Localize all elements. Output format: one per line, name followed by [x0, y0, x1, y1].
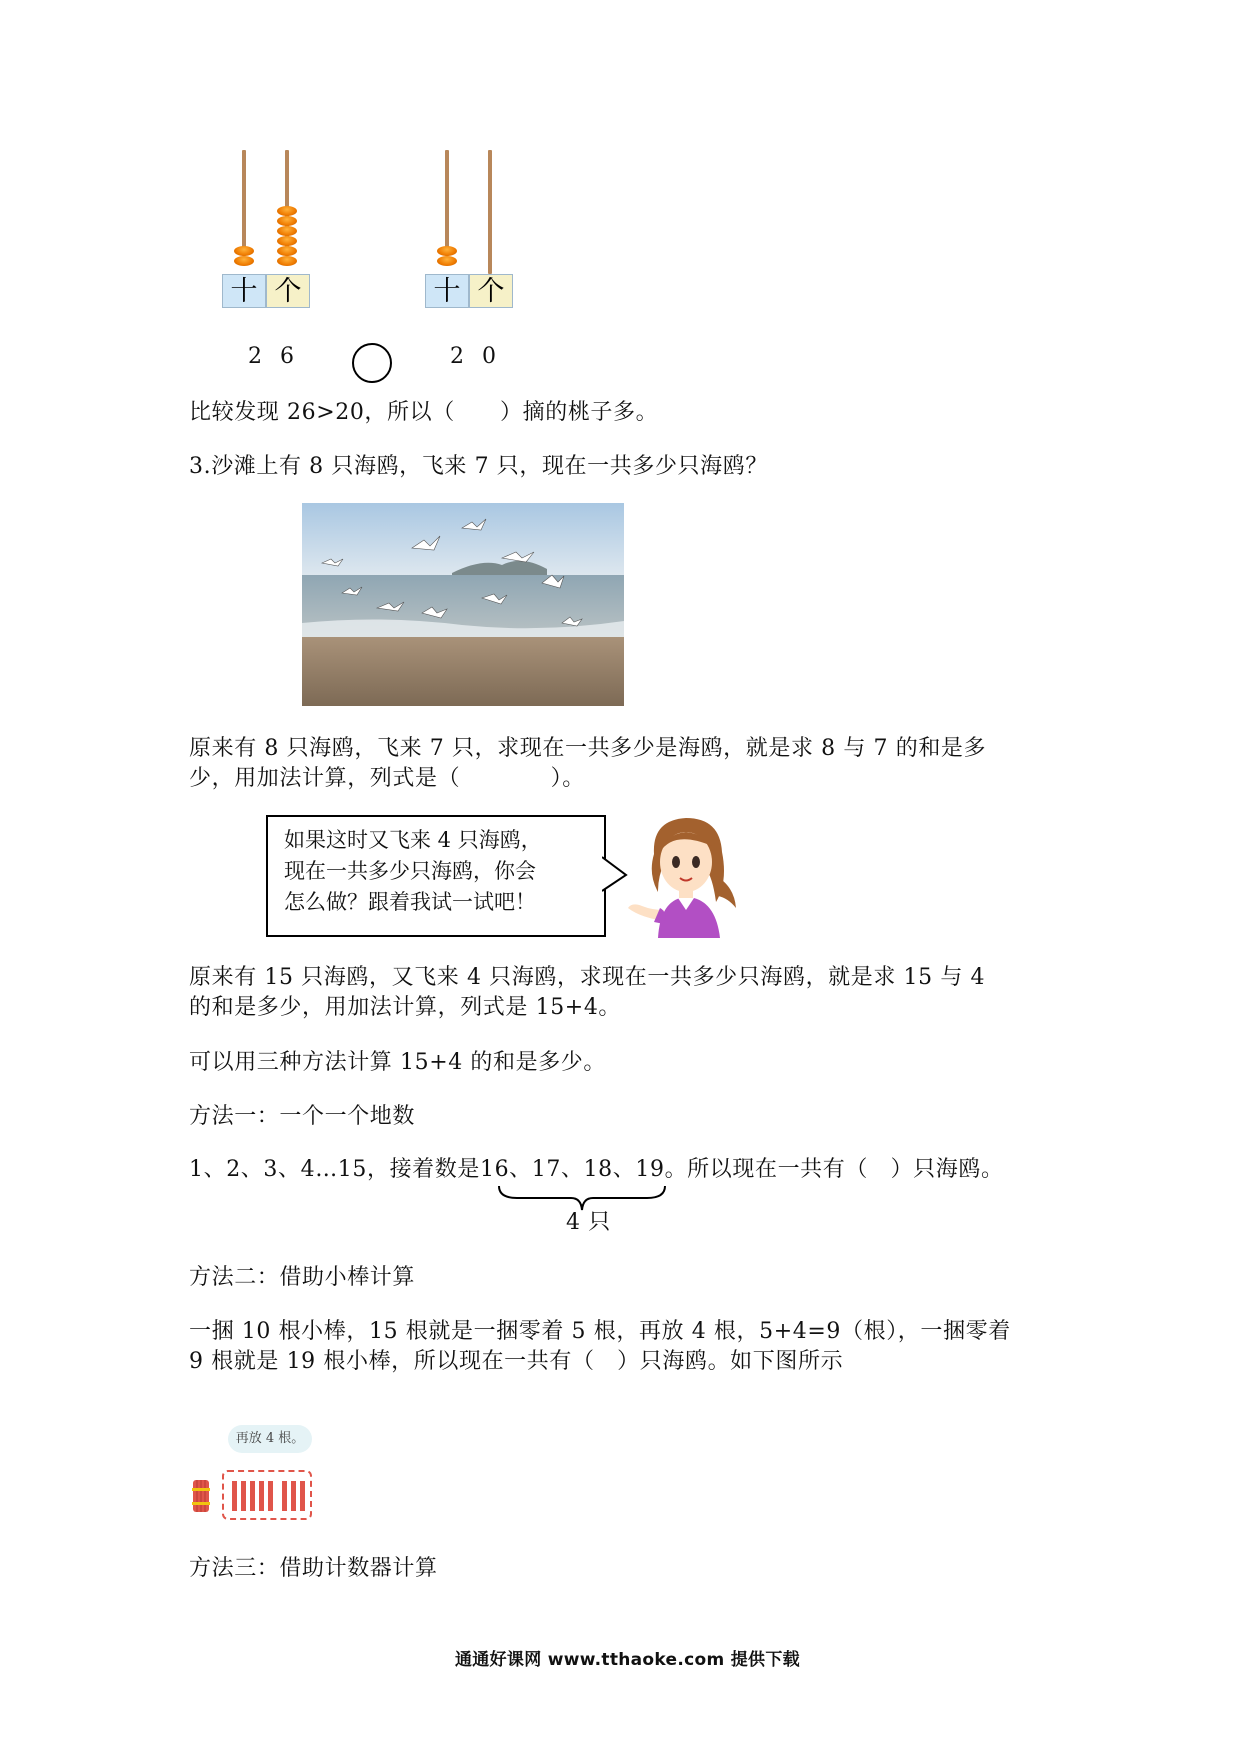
ones-bead	[277, 226, 297, 236]
ones-bead	[277, 216, 297, 226]
speech-line: 现在一共多少只海鸥，你会	[284, 859, 536, 883]
method-1-sentence	[189, 1154, 1004, 1185]
ones-bead	[277, 206, 297, 216]
stick-bundle-icon	[192, 1478, 210, 1514]
method-1-answer: 。所以现在一共有（ ）只海鸥。	[664, 1157, 1004, 1182]
stick	[259, 1481, 264, 1511]
compare-sentence: 比较发现 26>20，所以（ ）摘的桃子多。	[189, 400, 659, 425]
method-2-line-1: 一捆 10 根小棒，15 根就是一捆零着 5 根，再放 4 根，5+4=9（根），一捆零着	[189, 1319, 1011, 1344]
stick	[300, 1481, 305, 1511]
method-2-line-2: 9 根就是 19 根小棒，所以现在一共有（ ）只海鸥。如下图所示	[189, 1349, 844, 1374]
right-number: 20	[450, 344, 514, 369]
stick	[268, 1481, 273, 1511]
counting-sequence: 1、2、3、4…15，接着数是	[189, 1157, 480, 1182]
tens-bead	[234, 246, 254, 256]
compare-circle[interactable]	[352, 343, 392, 383]
method-2-title: 方法二：借助小棒计算	[189, 1265, 416, 1290]
method-3-title: 方法三：借助计数器计算	[189, 1556, 438, 1581]
paragraph-1-line-2: 少，用加法计算，列式是（ ）。	[189, 766, 585, 791]
stick	[291, 1481, 296, 1511]
stick	[282, 1481, 287, 1511]
brace-label: 4 只	[566, 1210, 611, 1235]
loose-sticks-box	[222, 1470, 312, 1520]
tens-rod	[242, 150, 246, 256]
paragraph-1-line-1: 原来有 8 只海鸥，飞来 7 只，求现在一共多少是海鸥，就是求 8 与 7 的和是多	[189, 736, 987, 761]
sticks-badge: 再放 4 根。	[228, 1425, 312, 1453]
abacus-left	[222, 150, 322, 307]
counted-numbers: 16、17、18、19	[479, 1157, 665, 1182]
ones-bead	[277, 246, 297, 256]
seagulls-photo	[302, 503, 624, 706]
left-number: 26	[248, 344, 312, 369]
three-methods-sentence: 可以用三种方法计算 15+4 的和是多少。	[189, 1050, 607, 1075]
tens-place-label: 十	[425, 274, 469, 308]
ones-bead	[277, 256, 297, 266]
ones-rod	[488, 150, 492, 274]
footer-source: 通通好课网 www.tthaoke.com 提供下载	[455, 1650, 800, 1670]
speech-line: 如果这时又飞来 4 只海鸥，	[284, 828, 542, 852]
speech-bubble	[266, 815, 606, 937]
question-3: 3.沙滩上有 8 只海鸥，飞来 7 只，现在一共多少只海鸥？	[189, 454, 768, 479]
ones-bead	[277, 236, 297, 246]
abacus-right	[425, 150, 525, 307]
tens-bead	[234, 256, 254, 266]
tens-bead	[437, 246, 457, 256]
girl-illustration	[624, 812, 754, 938]
ones-place-label: 个	[266, 274, 310, 308]
paragraph-2-line-2: 的和是多少，用加法计算，列式是 15+4。	[189, 995, 622, 1020]
stick	[232, 1481, 237, 1511]
tens-rod	[445, 150, 449, 256]
tens-place-label: 十	[222, 274, 266, 308]
stick	[241, 1481, 246, 1511]
method-1-title: 方法一：一个一个地数	[189, 1104, 416, 1129]
tens-bead	[437, 256, 457, 266]
ones-place-label: 个	[469, 274, 513, 308]
paragraph-2-line-1: 原来有 15 只海鸥，又飞来 4 只海鸥，求现在一共多少只海鸥，就是求 15 与 4	[189, 965, 986, 990]
speech-line: 怎么做？跟着我试一试吧！	[284, 890, 536, 914]
stick	[250, 1481, 255, 1511]
